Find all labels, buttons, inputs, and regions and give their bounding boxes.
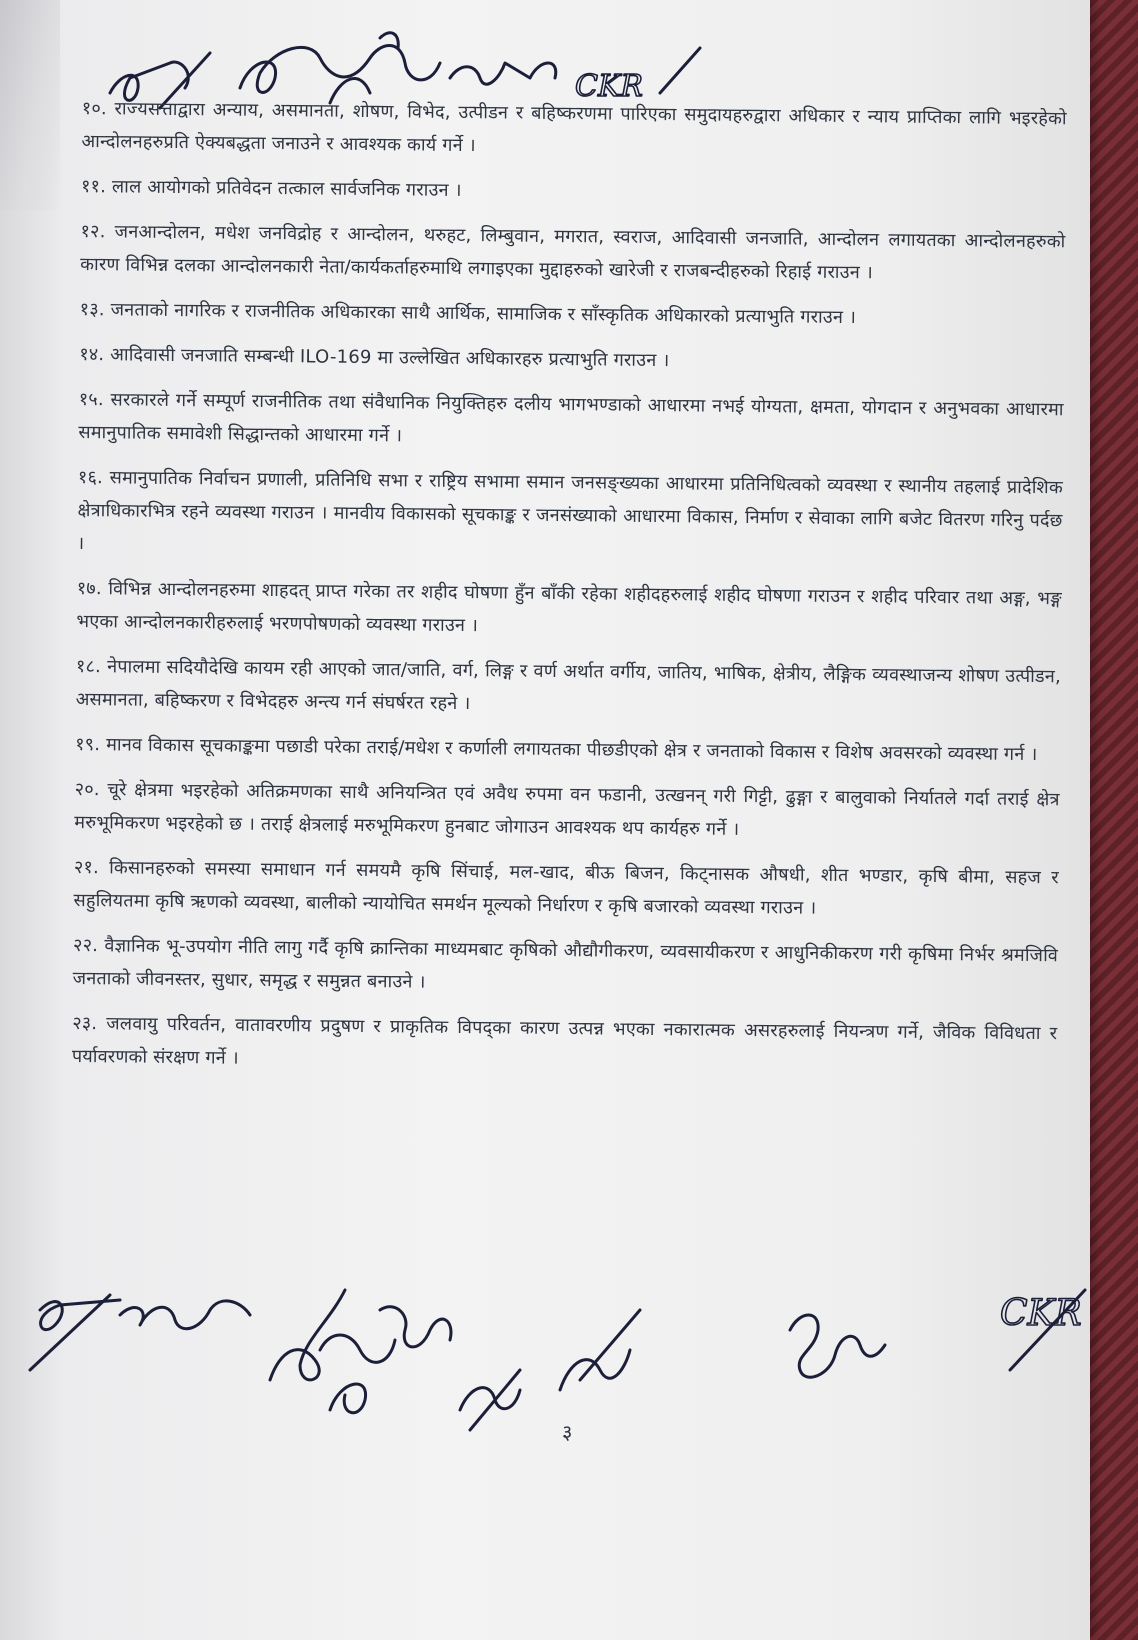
top-initials xyxy=(575,48,700,104)
top-signature-4 xyxy=(450,63,556,84)
top-initials-ckr: CKR xyxy=(575,69,643,104)
paragraph-20: २०. चूरे क्षेत्रमा भइरहेको अतिक्रमणका साथै अनियन्त्रित एवं अवैध रुपमा वन फडानी, उत्खनन् गरी गिट्टी, ढुङ्गा र बालुवाको निर्यातले गर्दा तराई क्षेत्र मरुभूमिकरण भइरहेको छ । तराई क्षेत्रलाई मरुभूमिकरण हुनबाट जोगाउन आवश्यक थप कार्यहरु गर्ने । xyxy=(74,778,1060,840)
bottom-signature-6 xyxy=(790,1315,885,1377)
paragraph-19: १९. मानव विकास सूचकाङ्कमा पछाडी परेका तराई/मधेश र कर्णाली लगायतका पीछडीएको क्षेत्र र जनताको विकास र विशेष अवसरको व्यवस्था गर्न । xyxy=(75,733,1038,766)
bottom-signature-3 xyxy=(330,1307,451,1413)
page-shadow xyxy=(0,0,60,210)
paragraph-10: १०. राज्यसत्ताद्वारा अन्याय, असमानता, शोषण, विभेद, उत्पीडन र बहिष्करणमा पारिएका समुदायहरुद्वारा अधिकार र न्याय प्राप्तिका लागि भइरहेको आन्दोलनहरुप्रति ऐक्यबद्धता जनाउने र आवश्यक कार्य गर्ने । xyxy=(81,97,1067,157)
bottom-signature-1 xyxy=(30,1295,250,1370)
paragraph-16: १६. समानुपातिक निर्वाचन प्रणाली, प्रतिनिधि सभा र राष्ट्रिय सभामा समान जनसङ्ख्यका आधारमा प्रतिनिधित्वको व्यवस्था र स्थानीय तहलाई प्रादेशिक क्षेत्राधिकारभित्र रहने व्यवस्था गराउन । मानवीय विकासको सूचकाङ्क र जनसंख्याको आधारमा विकास, निर्माण र सेवाका लागि बजेट वितरण गरिनु पर्दछ । xyxy=(77,466,1064,555)
bottom-signatures xyxy=(0,1270,1090,1440)
bottom-signature-5 xyxy=(560,1310,640,1390)
paragraph-23: २३. जलवायु परिवर्तन, वातावरणीय प्रदुषण र प्राकृतिक विपद्का कारण उत्पन्न भएका नकारात्मक असरहरुलाई नियन्त्रण गर्ने, जैविक विविधता र पर्यावरणको संरक्षण गर्ने । xyxy=(71,1012,1058,1069)
bottom-initials xyxy=(1000,1290,1085,1370)
paragraph-11: ११. लाल आयोगको प्रतिवेदन तत्काल सार्वजनिक गराउन । xyxy=(80,175,462,201)
document-body xyxy=(72,92,1067,1095)
bottom-signature-4 xyxy=(460,1370,520,1430)
bottom-initials-ckr: CKR xyxy=(1000,1293,1082,1334)
paragraph-12: १२. जनआन्दोलन, मधेश जनविद्रोह र आन्दोलन, थरुहट, लिम्बुवान, मगरात, स्वराज, आदिवासी जनजाति, आन्दोलन लगायतका आन्दोलनहरुको कारण विभिन्न दलका आन्दोलनकारी नेता/कार्यकर्ताहरुमाथि लगाइएका मुद्दाहरुको खारेजी र राजबन्दीहरुको रिहाई गराउन । xyxy=(80,220,1066,284)
paragraph-14: १४. आदिवासी जनजाति सम्बन्धी ILO-169 मा उल्लेखित अधिकारहरु प्रत्याभुति गराउन । xyxy=(79,343,670,372)
paragraph-18: १८. नेपालमा सदियौदेखि कायम रही आएको जात/जाति, वर्ग, लिङ्ग र वर्ण अर्थात वर्गीय, जातिय, भाषिक, क्षेत्रीय, लैङ्गिक व्यवस्थाजन्य शोषण उत्पीडन, असमानता, बहिष्करण र विभेदहरु अन्त्य गर्न संघर्षरत रहने । xyxy=(75,655,1062,715)
paragraph-13: १३. जनताको नागरिक र राजनीतिक अधिकारका साथै आर्थिक, सामाजिक र साँस्कृतिक अधिकारको प्रत्याभुति गराउन । xyxy=(79,298,857,329)
paragraph-21: २१. किसानहरुको समस्या समाधान गर्न समयमै कृषि सिंचाई, मल-खाद, बीऊ बिजन, किट्नासक औषधी, शीत भण्डार, कृषि बीमा, सहज र सहुलियतमा कृषि ऋणको व्यवस्था, बालीको न्यायोचित समर्थन मूल्यको निर्धारण र कृषि बजारको व्यवस्था गराउन । xyxy=(73,856,1059,919)
paragraph-22: २२. वैज्ञानिक भू-उपयोग नीति लागु गर्दै कृषि क्रान्तिका माध्यमबाट कृषिको औद्यौगीकरण, व्यवसायीकरण र आधुनिकीकरण गरी कृषिमा निर्भर श्रमजिवि जनताको जीवनस्तर, सुधार, समृद्ध र समुन्नत बनाउने । xyxy=(72,934,1059,993)
page-number: ३ xyxy=(562,1420,573,1444)
bottom-signature-2 xyxy=(270,1290,395,1380)
paragraph-15: १५. सरकारले गर्ने सम्पूर्ण राजनीतिक तथा संवैधानिक नियुक्तिहरु दलीय भागभण्डाको आधारमा नभई योग्यता, क्षमता, योगदान र अनुभवका आधारमा समानुपातिक समावेशी सिद्धान्तको आधारमा गर्ने । xyxy=(78,388,1064,447)
paragraph-17: १७. विभिन्न आन्दोलनहरुमा शाहदत् प्राप्त गरेका तर शहीद घोषणा हुँन बाँकी रहेका शहीदहरुलाई शहीद घोषणा गराउन र शहीद परिवार तथा अङ्ग, भङ्ग भएका आन्दोलनकारीहरुलाई भरणपोषणको व्यवस्था गराउन । xyxy=(76,577,1062,637)
